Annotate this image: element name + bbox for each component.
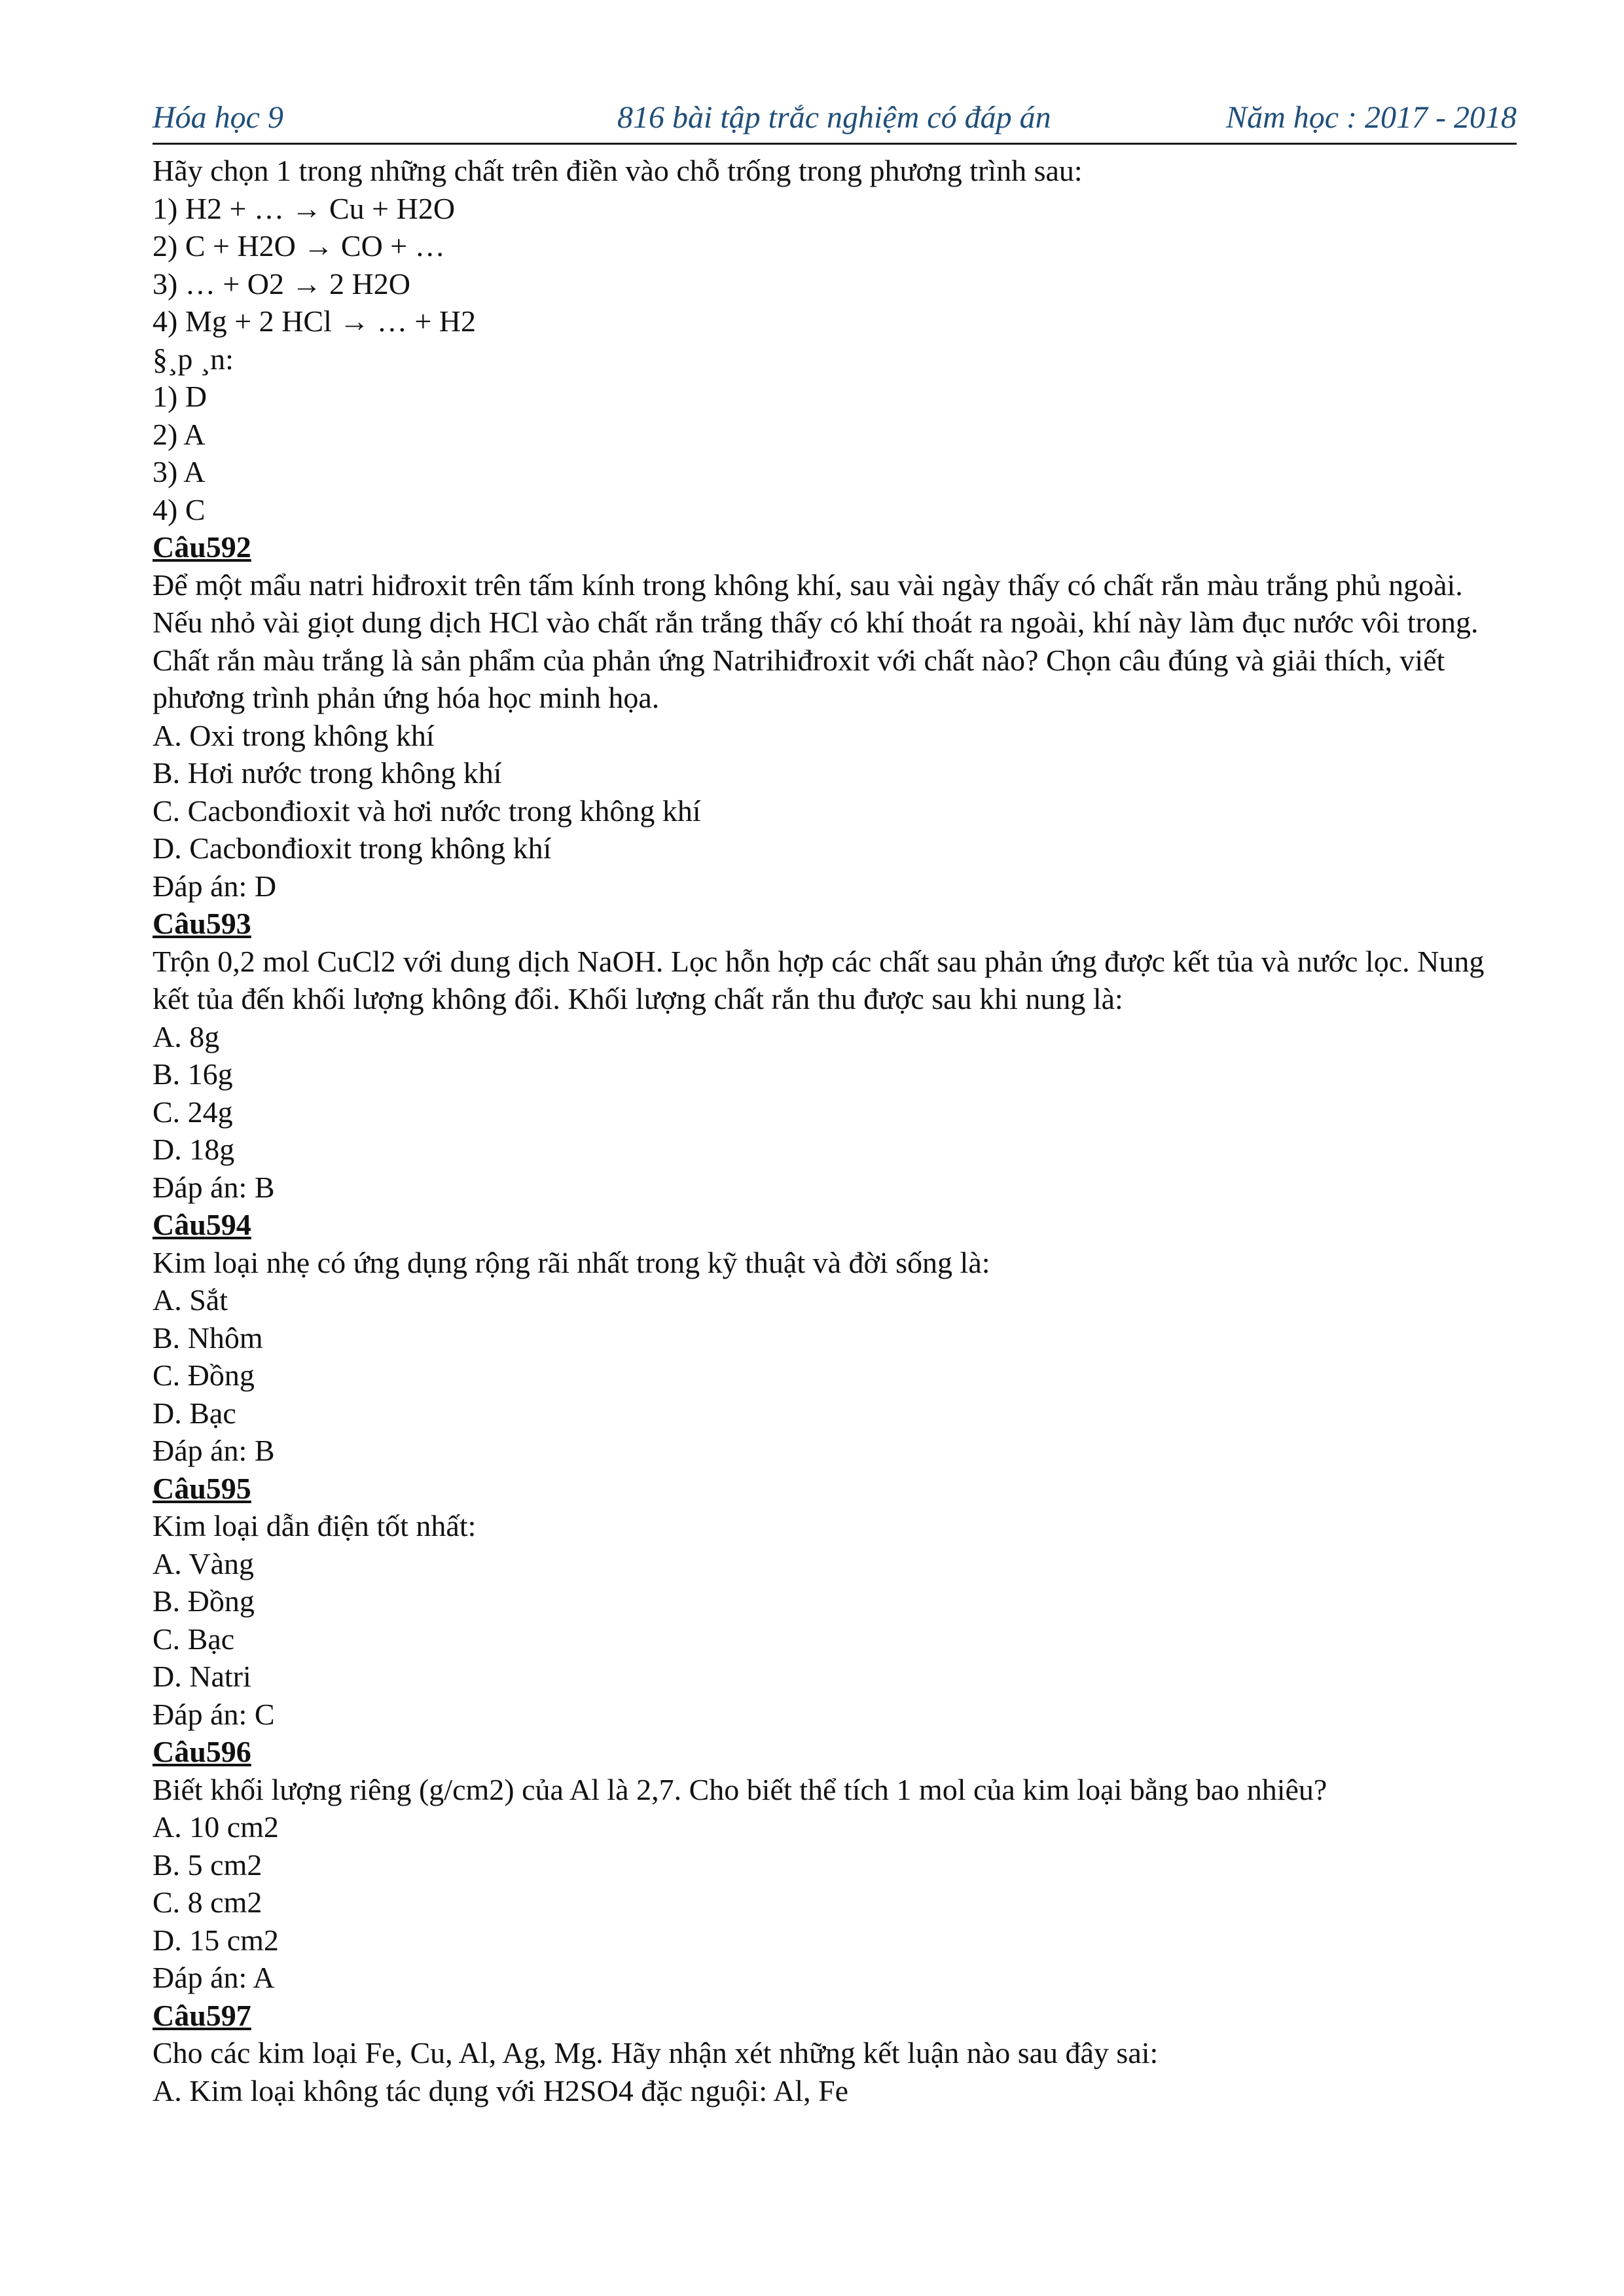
question-title: Câu596: [153, 1735, 251, 1768]
answer-line: 1) D: [153, 380, 208, 413]
option-c: C. Cacbonđioxit và hơi nước trong không khí: [153, 793, 701, 828]
header-subject: Hóa học 9: [153, 100, 283, 135]
option-a: A. 10 cm2: [153, 1810, 279, 1844]
question-title: Câu595: [153, 1471, 251, 1505]
option-b: B. Đồng: [153, 1584, 255, 1618]
option-b: B. Nhôm: [153, 1321, 263, 1355]
option-d: D. Cacbonđioxit trong không khí: [153, 831, 552, 865]
answer-line: 2) A: [153, 417, 206, 451]
equation-line: 2) C + H2O → CO + …: [153, 229, 445, 263]
header-book-title: 816 bài tập trắc nghiệm có đáp án: [617, 100, 1051, 135]
question-597: [153, 1997, 1517, 2110]
question-title: Câu597: [153, 1998, 251, 2032]
page-content: [153, 152, 1517, 2109]
question-title: Câu594: [153, 1208, 251, 1241]
answer-line: 4) C: [153, 492, 206, 526]
page-header: [153, 97, 1517, 145]
option-c: C. 24g: [153, 1095, 233, 1129]
answer-line: 3) A: [153, 455, 206, 488]
header-school-year: Năm học : 2017 - 2018: [1226, 100, 1517, 135]
option-a: A. Oxi trong không khí: [153, 718, 435, 752]
option-a: A. 8g: [153, 1019, 220, 1053]
option-c: C. Bạc: [153, 1622, 235, 1656]
question-text: Kim loại dẫn điện tốt nhất:: [153, 1509, 477, 1542]
question-text: Biết khối lượng riêng (g/cm2) của Al là 2,7. Cho biết thể tích 1 mol của kim loại bằng bao nhiêu?: [153, 1772, 1327, 1806]
question-text: Cho các kim loại Fe, Cu, Al, Ag, Mg. Hãy nhận xét những kết luận nào sau đây sai:: [153, 2036, 1159, 2069]
question-answer: Đáp án: C: [153, 1697, 275, 1731]
question-answer: Đáp án: B: [153, 1170, 275, 1204]
question-text: Kim loại nhẹ có ứng dụng rộng rãi nhất trong kỹ thuật và đời sống là:: [153, 1245, 990, 1279]
option-d: D. 15 cm2: [153, 1923, 279, 1957]
question-text: Để một mẩu natri hiđroxit trên tấm kính trong không khí, sau vài ngày thấy có chất rắn màu trắng phủ ngoài. Nếu nhỏ vài giọt dung dịch HCl vào chất rắn trắng thấy có khí thoát ra ngoài, khí này làm đục nước vôi trong. Chất rắn màu trắng là sản phẩm của phản ứng Natrihiđroxit với chất nào? Chọn câu đúng và giải thích, viết phương trình phản ứng hóa học minh họa.: [153, 568, 1479, 714]
question-answer: Đáp án: D: [153, 869, 277, 903]
question-592: [153, 528, 1517, 905]
question-title: Câu593: [153, 907, 251, 940]
option-d: D. Bạc: [153, 1396, 236, 1430]
option-d: D. Natri: [153, 1660, 251, 1693]
option-a: A. Sắt: [153, 1283, 228, 1317]
question-593: [153, 905, 1517, 1206]
option-d: D. 18g: [153, 1133, 235, 1166]
equation-line: 1) H2 + … → Cu + H2O: [153, 191, 456, 225]
question-596: [153, 1733, 1517, 1997]
option-c: C. Đồng: [153, 1358, 255, 1392]
question-answer: Đáp án: B: [153, 1434, 275, 1467]
question-answer: Đáp án: A: [153, 1961, 275, 1994]
question-text: Trộn 0,2 mol CuCl2 với dung dịch NaOH. Lọc hỗn hợp các chất sau phản ứng được kết tủa và nước lọc. Nung kết tủa đến khối lượng không đổi. Khối lượng chất rắn thu được sau khi nung là:: [153, 944, 1485, 1015]
equation-line: 4) Mg + 2 HCl → … + H2: [153, 304, 477, 338]
question-594: [153, 1206, 1517, 1470]
option-b: B. 5 cm2: [153, 1848, 262, 1882]
option-a: A. Kim loại không tác dụng với H2SO4 đặc nguội: Al, Fe: [153, 2073, 849, 2107]
answer-label: §¸p ¸n:: [153, 342, 234, 376]
option-c: C. 8 cm2: [153, 1886, 262, 1919]
intro-block: [153, 152, 1517, 528]
equation-line: 3) … + O2 → 2 H2O: [153, 266, 410, 301]
question-595: [153, 1470, 1517, 1734]
option-b: B. Hơi nước trong không khí: [153, 756, 502, 790]
option-b: B. 16g: [153, 1057, 233, 1091]
option-a: A. Vàng: [153, 1546, 255, 1580]
intro-prompt: Hãy chọn 1 trong những chất trên điền vào chỗ trống trong phương trình sau:: [153, 154, 1083, 187]
question-title: Câu592: [153, 530, 251, 564]
